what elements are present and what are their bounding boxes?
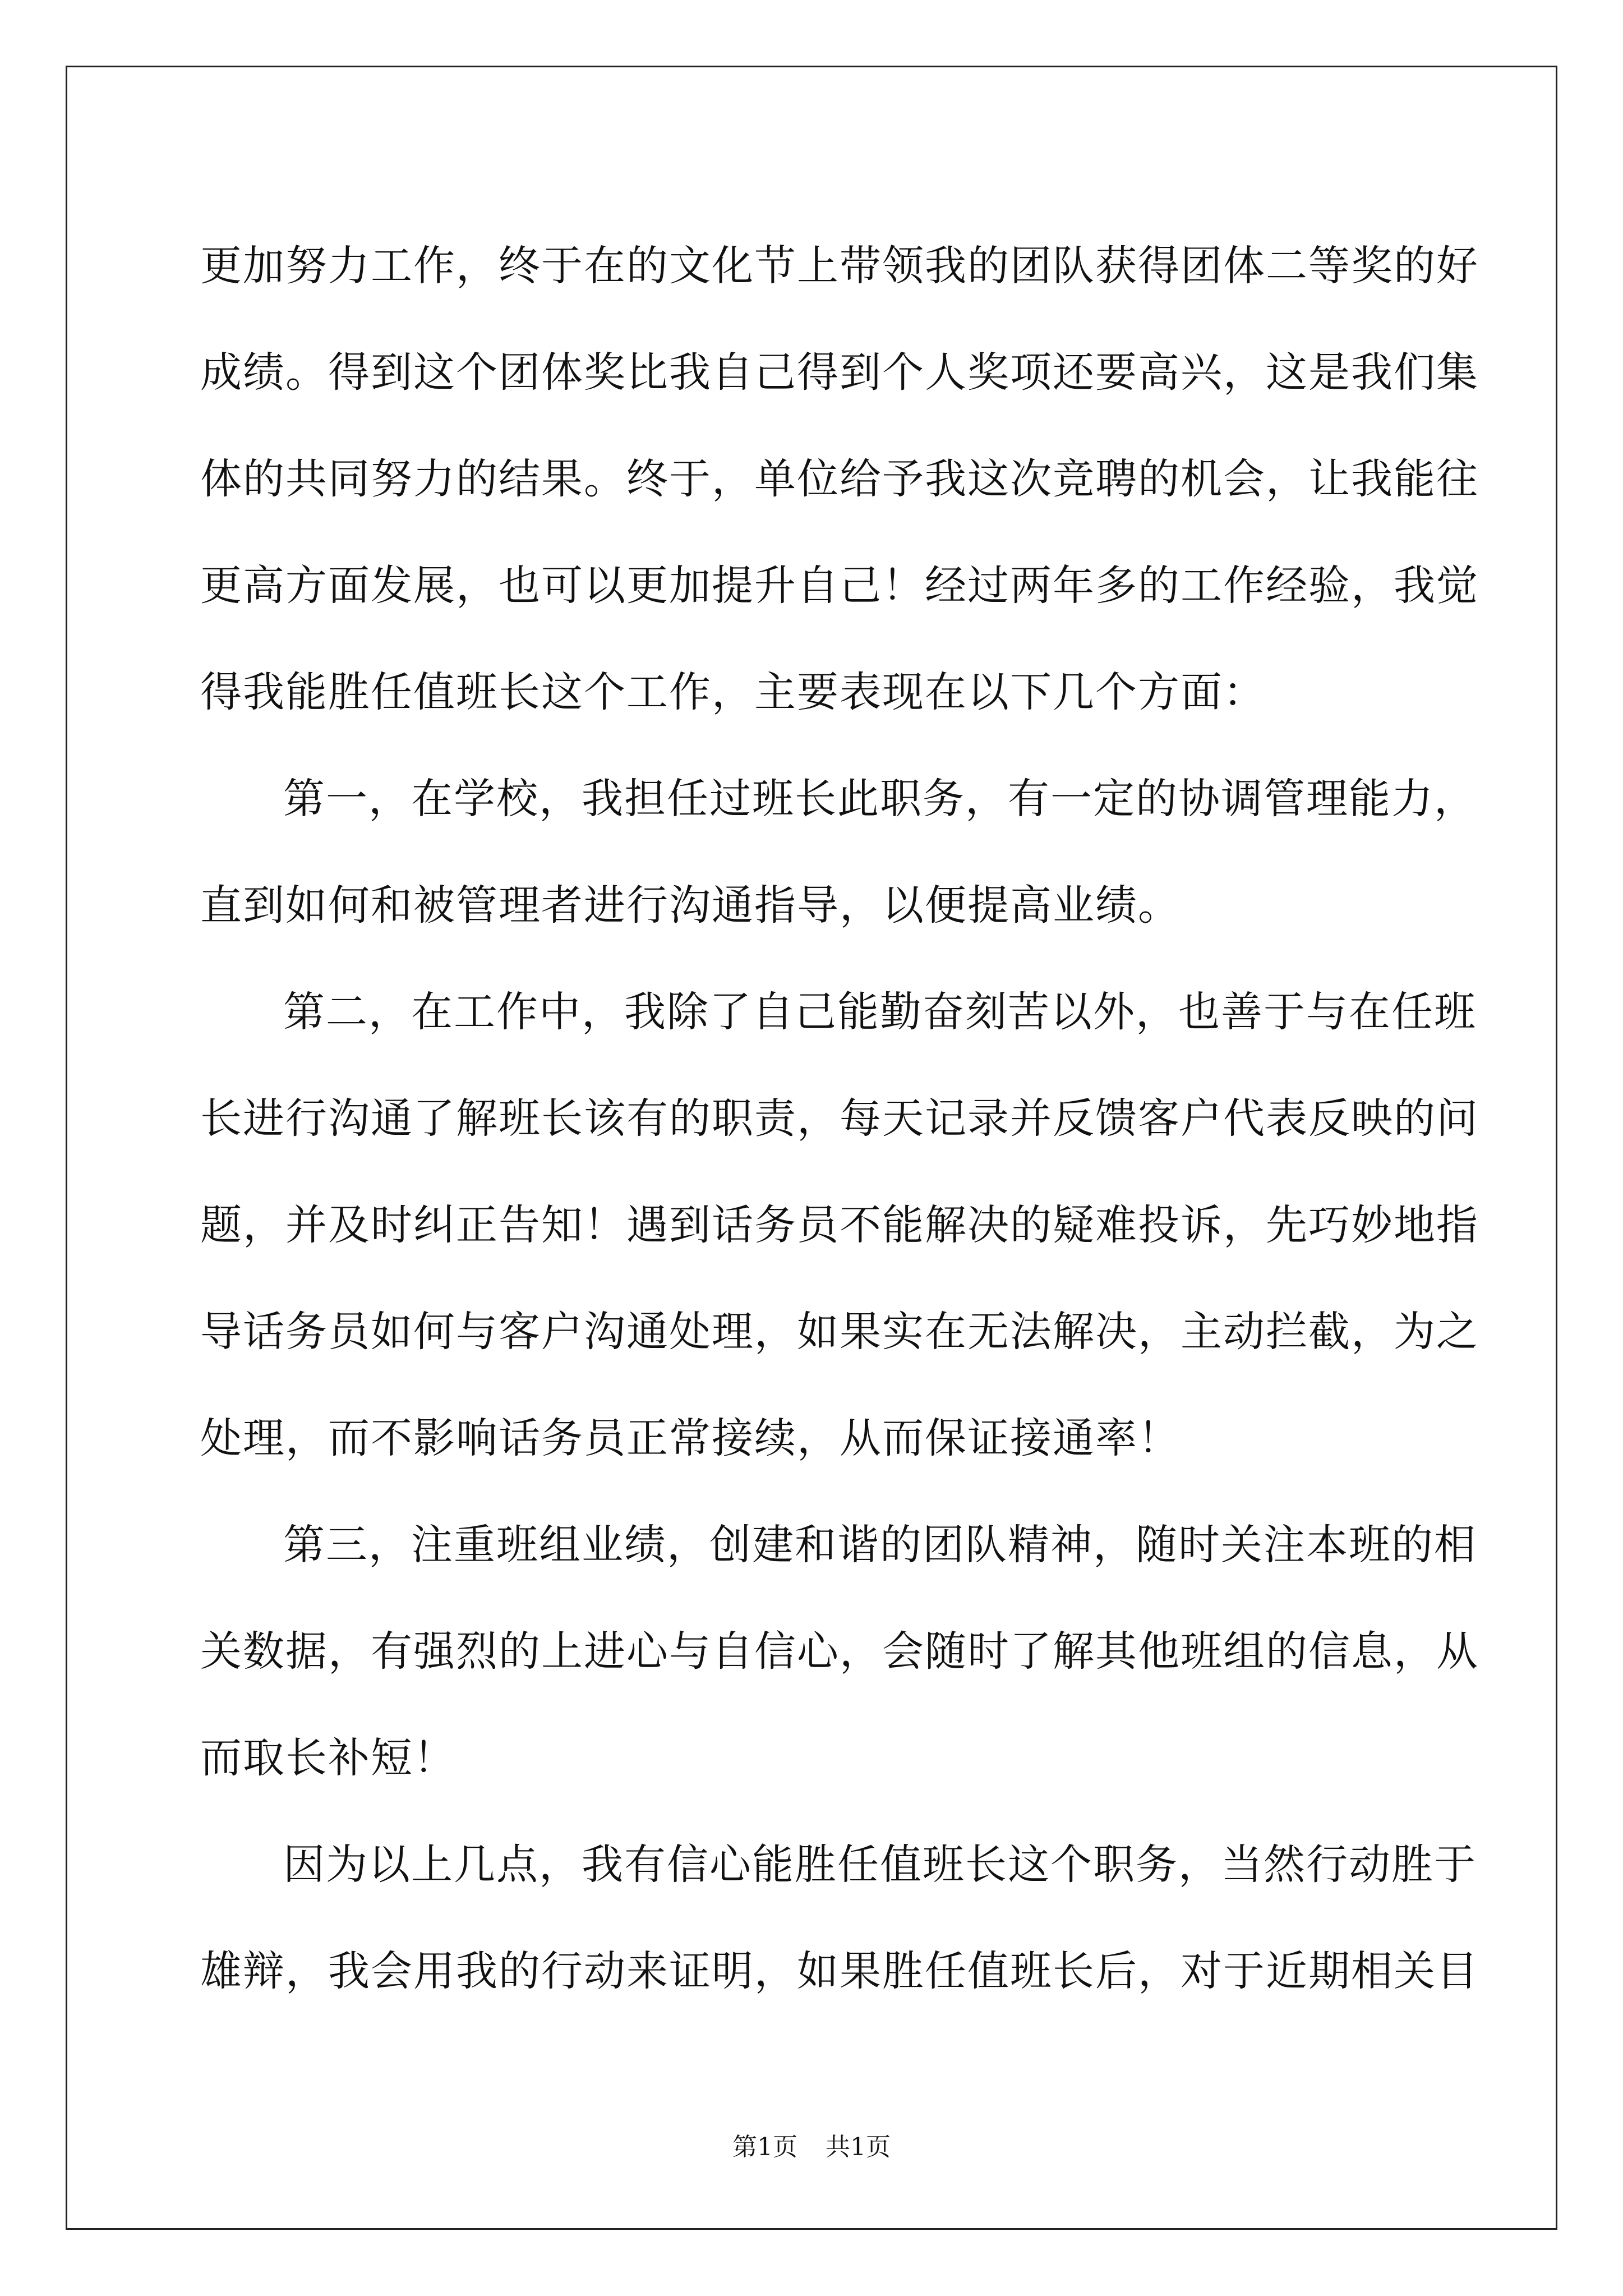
text-line-11: 导话务员如何与客户沟通处理，如果实在无法解决，主动拦截，为之: [200, 1308, 1479, 1356]
document-body: [200, 213, 1479, 2024]
page-total: 共1页: [826, 2133, 891, 2161]
page-footer: [0, 2131, 1623, 2164]
page-number: 第1页: [732, 2133, 797, 2161]
text-line-5: 得我能胜任值班长这个工作，主要表现在以下几个方面：: [200, 668, 1266, 716]
text-line-10: 题，并及时纠正告知！遇到话务员不能解决的疑难投诉，先巧妙地指: [200, 1201, 1479, 1249]
text-line-1: 更加努力工作，终于在的文化节上带领我的团队获得团体二等奖的好: [200, 242, 1479, 290]
text-line-9: 长进行沟通了解班长该有的职责，每天记录并反馈客户代表反映的问: [200, 1094, 1479, 1143]
text-line-16: 因为以上几点，我有信心能胜任值班长这个职务，当然行动胜于: [283, 1841, 1477, 1889]
text-line-8: 第二，在工作中，我除了自己能勤奋刻苦以外，也善于与在任班: [283, 988, 1477, 1036]
text-line-4: 更高方面发展，也可以更加提升自己！经过两年多的工作经验，我觉: [200, 562, 1479, 610]
text-line-6: 第一，在学校，我担任过班长此职务，有一定的协调管理能力，: [283, 775, 1477, 823]
text-line-12: 处理，而不影响话务员正常接续，从而保证接通率！: [200, 1414, 1181, 1462]
text-line-13: 第三，注重班组业绩，创建和谐的团队精神，随时关注本班的相: [283, 1521, 1477, 1569]
text-line-14: 关数据，有强烈的上进心与自信心，会随时了解其他班组的信息，从: [200, 1627, 1479, 1676]
text-line-3: 体的共同努力的结果。终于，单位给予我这次竞聘的机会，让我能往: [200, 455, 1479, 503]
text-line-15: 而取长补短！: [200, 1734, 456, 1782]
text-line-17: 雄辩，我会用我的行动来证明，如果胜任值班长后，对于近期相关目: [200, 1947, 1479, 1995]
text-line-7: 直到如何和被管理者进行沟通指导，以便提高业绩。: [200, 881, 1181, 930]
text-line-2: 成绩。得到这个团体奖比我自己得到个人奖项还要高兴，这是我们集: [200, 348, 1479, 397]
